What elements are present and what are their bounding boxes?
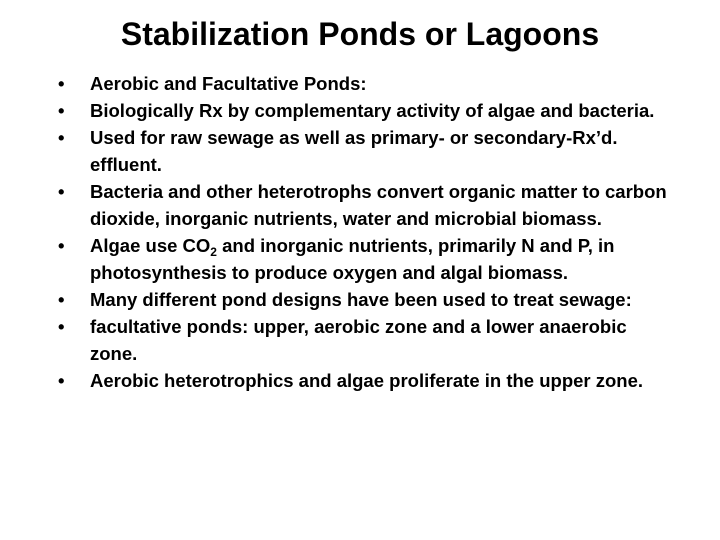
list-item bbox=[58, 232, 668, 286]
list-item bbox=[58, 70, 668, 97]
bullet-text: Bacteria and other heterotrophs convert organic matter to carbon dioxide, inorganic nutrients, water and microbial biomass. bbox=[90, 181, 667, 229]
slide-title: Stabilization Ponds or Lagoons bbox=[120, 16, 600, 52]
bullet-marker: • bbox=[58, 73, 65, 94]
list-item bbox=[58, 313, 668, 367]
list-item bbox=[58, 367, 668, 394]
bullet-text-part: Algae use CO bbox=[90, 235, 211, 256]
list-item bbox=[58, 97, 668, 124]
bullet-marker: • bbox=[58, 127, 65, 148]
bullet-marker: • bbox=[58, 100, 65, 121]
bullet-marker: • bbox=[58, 370, 65, 391]
list-item bbox=[58, 178, 668, 232]
bullet-text: Aerobic heterotrophics and algae proliferate in the upper zone. bbox=[90, 370, 644, 391]
bullet-text: Used for raw sewage as well as primary‑ or secondary‑Rx’d. effluent. bbox=[90, 127, 618, 175]
bullet-marker: • bbox=[58, 235, 65, 256]
bullet-list bbox=[58, 70, 668, 394]
list-item bbox=[58, 286, 668, 313]
subscript-two: 2 bbox=[210, 245, 217, 259]
bullet-text-co2 bbox=[90, 235, 614, 283]
bullet-marker: • bbox=[58, 181, 65, 202]
bullet-text: Many different pond designs have been used to treat sewage: bbox=[90, 289, 632, 310]
bullet-text: Biologically Rx by complementary activity of algae and bacteria. bbox=[90, 100, 655, 121]
bullet-text: facultative ponds: upper, aerobic zone and a lower anaerobic zone. bbox=[90, 316, 627, 364]
bullet-marker: • bbox=[58, 316, 65, 337]
list-item bbox=[58, 124, 668, 178]
bullet-marker: • bbox=[58, 289, 65, 310]
bullet-text: Aerobic and Facultative Ponds: bbox=[90, 73, 367, 94]
bullet-text-part: and inorganic nutrients, primarily N and P, in photosynthesis to produce oxygen and algal biomass. bbox=[90, 235, 615, 283]
